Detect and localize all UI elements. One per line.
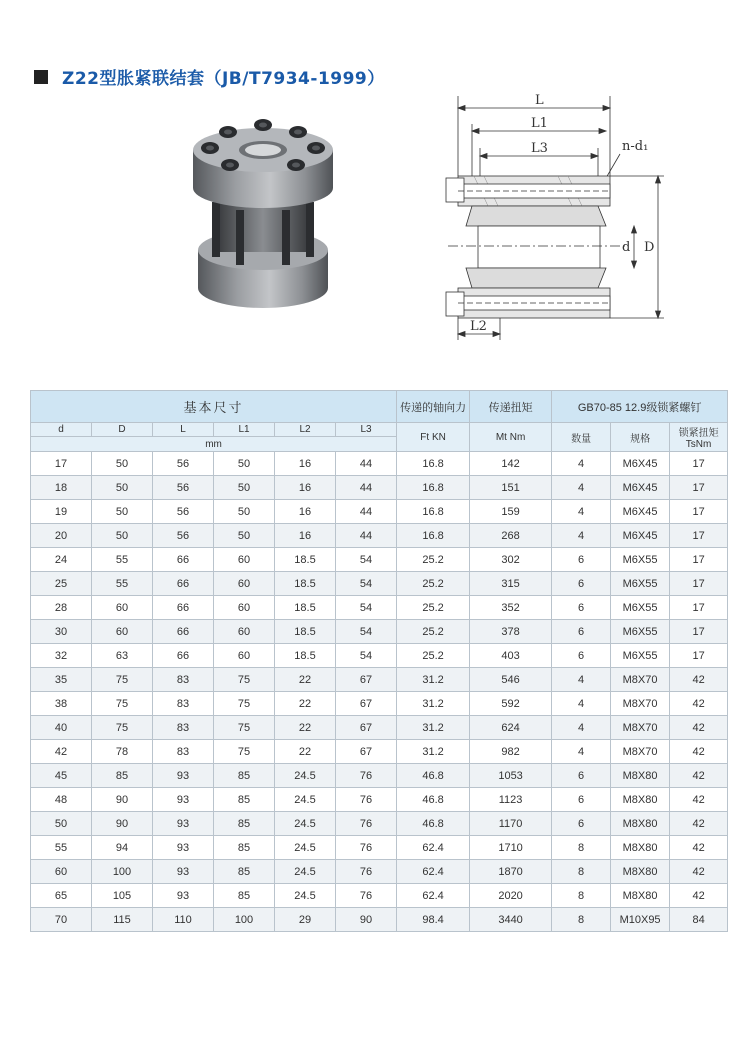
cell-spec: M8X70 <box>611 716 670 740</box>
cell-L2: 24.5 <box>275 764 336 788</box>
cell-L2: 18.5 <box>275 572 336 596</box>
cell-L1: 60 <box>214 596 275 620</box>
cell-L2: 18.5 <box>275 548 336 572</box>
cell-torque: 315 <box>470 572 552 596</box>
cell-L1: 85 <box>214 860 275 884</box>
cell-D: 50 <box>92 452 153 476</box>
cell-L2: 24.5 <box>275 836 336 860</box>
cell-tighten: 17 <box>670 572 728 596</box>
cell-L2: 22 <box>275 668 336 692</box>
table-row <box>31 860 728 884</box>
cell-d: 65 <box>31 884 92 908</box>
cell-torque: 378 <box>470 620 552 644</box>
cell-L2: 22 <box>275 716 336 740</box>
cell-D: 75 <box>92 692 153 716</box>
cell-D: 63 <box>92 644 153 668</box>
cell-qty: 4 <box>552 740 611 764</box>
cell-spec: M8X70 <box>611 740 670 764</box>
cell-L: 93 <box>153 884 214 908</box>
cell-D: 75 <box>92 668 153 692</box>
cell-tighten: 42 <box>670 788 728 812</box>
cell-axial: 16.8 <box>397 476 470 500</box>
cell-qty: 8 <box>552 836 611 860</box>
col-tighten-unit: TsNm <box>685 439 712 450</box>
cell-D: 90 <box>92 812 153 836</box>
cell-spec: M8X80 <box>611 788 670 812</box>
cell-spec: M6X45 <box>611 476 670 500</box>
cell-L1: 50 <box>214 476 275 500</box>
cell-L3: 90 <box>336 908 397 932</box>
cell-d: 35 <box>31 668 92 692</box>
cell-L3: 76 <box>336 860 397 884</box>
cell-qty: 6 <box>552 596 611 620</box>
cell-L: 56 <box>153 524 214 548</box>
cell-d: 55 <box>31 836 92 860</box>
cell-L3: 44 <box>336 452 397 476</box>
cell-torque: 159 <box>470 500 552 524</box>
cell-D: 60 <box>92 620 153 644</box>
cell-torque: 1053 <box>470 764 552 788</box>
dim-label-L3: L3 <box>531 141 548 156</box>
dim-label-L1: L1 <box>531 116 548 131</box>
cell-spec: M6X45 <box>611 524 670 548</box>
cell-axial: 31.2 <box>397 668 470 692</box>
cell-qty: 4 <box>552 524 611 548</box>
cell-D: 115 <box>92 908 153 932</box>
col-L2: L2 <box>275 423 336 437</box>
cell-L1: 85 <box>214 788 275 812</box>
cell-torque: 982 <box>470 740 552 764</box>
cell-spec: M10X95 <box>611 908 670 932</box>
cell-axial: 46.8 <box>397 812 470 836</box>
cell-torque: 592 <box>470 692 552 716</box>
cell-D: 85 <box>92 764 153 788</box>
cell-spec: M8X80 <box>611 860 670 884</box>
cell-D: 55 <box>92 548 153 572</box>
header-torque: 传递扭矩 <box>470 391 552 423</box>
cell-torque: 1710 <box>470 836 552 860</box>
cell-L1: 75 <box>214 692 275 716</box>
dim-label-L2: L2 <box>470 319 487 334</box>
table-row <box>31 476 728 500</box>
cell-d: 42 <box>31 740 92 764</box>
cell-L3: 76 <box>336 812 397 836</box>
cell-D: 105 <box>92 884 153 908</box>
cell-D: 78 <box>92 740 153 764</box>
col-qty: 数量 <box>552 423 611 452</box>
cell-L2: 22 <box>275 692 336 716</box>
cell-tighten: 42 <box>670 764 728 788</box>
cell-L2: 16 <box>275 452 336 476</box>
table-row <box>31 620 728 644</box>
cell-L3: 54 <box>336 644 397 668</box>
cell-L1: 85 <box>214 884 275 908</box>
cell-d: 70 <box>31 908 92 932</box>
table-row <box>31 836 728 860</box>
cell-L3: 67 <box>336 692 397 716</box>
cell-qty: 8 <box>552 908 611 932</box>
cell-spec: M8X80 <box>611 836 670 860</box>
cell-L: 66 <box>153 548 214 572</box>
cell-L2: 24.5 <box>275 860 336 884</box>
cell-tighten: 17 <box>670 452 728 476</box>
cell-axial: 98.4 <box>397 908 470 932</box>
cell-tighten: 84 <box>670 908 728 932</box>
cell-torque: 403 <box>470 644 552 668</box>
cell-axial: 25.2 <box>397 644 470 668</box>
cell-spec: M8X70 <box>611 692 670 716</box>
cell-spec: M8X80 <box>611 764 670 788</box>
cell-L3: 54 <box>336 596 397 620</box>
product-photo <box>188 110 338 315</box>
cell-tighten: 42 <box>670 740 728 764</box>
unit-torque: Mt Nm <box>470 423 552 452</box>
cell-axial: 25.2 <box>397 620 470 644</box>
cell-torque: 546 <box>470 668 552 692</box>
table-row <box>31 788 728 812</box>
cell-L2: 16 <box>275 476 336 500</box>
cell-spec: M6X55 <box>611 596 670 620</box>
unit-mm: mm <box>31 437 397 452</box>
cell-L: 83 <box>153 740 214 764</box>
cell-torque: 3440 <box>470 908 552 932</box>
cell-qty: 8 <box>552 884 611 908</box>
cell-L: 83 <box>153 668 214 692</box>
cell-tighten: 42 <box>670 860 728 884</box>
cell-axial: 62.4 <box>397 884 470 908</box>
cell-tighten: 17 <box>670 548 728 572</box>
cell-L1: 85 <box>214 812 275 836</box>
cell-tighten: 42 <box>670 668 728 692</box>
title-square-icon <box>34 70 48 84</box>
cell-L3: 54 <box>336 572 397 596</box>
cell-L3: 67 <box>336 716 397 740</box>
cell-qty: 4 <box>552 476 611 500</box>
cell-L1: 75 <box>214 668 275 692</box>
cell-axial: 46.8 <box>397 764 470 788</box>
technical-drawing <box>438 86 670 344</box>
cell-L1: 50 <box>214 452 275 476</box>
header-screw: GB70-85 12.9级锁紧螺钉 <box>552 391 728 423</box>
dim-label-n-d1: n-d₁ <box>622 139 649 154</box>
table-row <box>31 692 728 716</box>
cell-axial: 31.2 <box>397 692 470 716</box>
cell-torque: 302 <box>470 548 552 572</box>
col-L3: L3 <box>336 423 397 437</box>
cell-L1: 60 <box>214 644 275 668</box>
cell-L3: 67 <box>336 668 397 692</box>
cell-torque: 1170 <box>470 812 552 836</box>
table-row <box>31 500 728 524</box>
cell-d: 38 <box>31 692 92 716</box>
cell-tighten: 17 <box>670 524 728 548</box>
cell-D: 55 <box>92 572 153 596</box>
cell-d: 45 <box>31 764 92 788</box>
cell-tighten: 17 <box>670 500 728 524</box>
cell-D: 100 <box>92 860 153 884</box>
cell-L1: 50 <box>214 500 275 524</box>
cell-d: 25 <box>31 572 92 596</box>
cell-tighten: 17 <box>670 620 728 644</box>
table-row <box>31 644 728 668</box>
cell-L2: 18.5 <box>275 644 336 668</box>
cell-L: 83 <box>153 692 214 716</box>
cell-qty: 4 <box>552 452 611 476</box>
col-D: D <box>92 423 153 437</box>
table-row <box>31 812 728 836</box>
cell-L1: 75 <box>214 716 275 740</box>
cell-qty: 8 <box>552 860 611 884</box>
cell-qty: 6 <box>552 812 611 836</box>
cell-L: 56 <box>153 500 214 524</box>
cell-d: 18 <box>31 476 92 500</box>
cell-L: 56 <box>153 452 214 476</box>
cell-axial: 31.2 <box>397 716 470 740</box>
cell-qty: 6 <box>552 764 611 788</box>
header-axial-force: 传递的轴向力 <box>397 391 470 423</box>
cell-L2: 22 <box>275 740 336 764</box>
cell-qty: 6 <box>552 644 611 668</box>
table-row <box>31 740 728 764</box>
table-row <box>31 908 728 932</box>
table-row <box>31 548 728 572</box>
cell-torque: 352 <box>470 596 552 620</box>
cell-L1: 85 <box>214 836 275 860</box>
col-tighten-label: 锁紧扭矩 <box>678 428 719 439</box>
cell-axial: 25.2 <box>397 572 470 596</box>
cell-L2: 24.5 <box>275 812 336 836</box>
dim-label-L: L <box>535 93 544 108</box>
table-row <box>31 596 728 620</box>
cell-axial: 25.2 <box>397 596 470 620</box>
cell-D: 50 <box>92 476 153 500</box>
table-row <box>31 668 728 692</box>
cell-L3: 76 <box>336 788 397 812</box>
cell-L2: 16 <box>275 500 336 524</box>
cell-qty: 6 <box>552 620 611 644</box>
cell-spec: M6X45 <box>611 452 670 476</box>
cell-D: 90 <box>92 788 153 812</box>
cell-L1: 60 <box>214 548 275 572</box>
cell-L: 93 <box>153 836 214 860</box>
cell-axial: 62.4 <box>397 860 470 884</box>
cell-d: 30 <box>31 620 92 644</box>
cell-tighten: 17 <box>670 644 728 668</box>
cell-L3: 44 <box>336 524 397 548</box>
cell-tighten: 42 <box>670 692 728 716</box>
cell-L: 93 <box>153 860 214 884</box>
dim-label-D: D <box>644 240 655 255</box>
page-title: Z22型胀紧联结套（JB/T7934-1999） <box>62 69 385 89</box>
col-tighten <box>670 423 728 452</box>
cell-L: 66 <box>153 596 214 620</box>
cell-D: 94 <box>92 836 153 860</box>
cell-L: 66 <box>153 620 214 644</box>
cell-L: 93 <box>153 788 214 812</box>
col-L1: L1 <box>214 423 275 437</box>
cell-spec: M6X55 <box>611 548 670 572</box>
cell-L: 83 <box>153 716 214 740</box>
cell-qty: 4 <box>552 716 611 740</box>
cell-L1: 75 <box>214 740 275 764</box>
cell-L3: 76 <box>336 836 397 860</box>
unit-axial: Ft KN <box>397 423 470 452</box>
cell-axial: 31.2 <box>397 740 470 764</box>
cell-axial: 25.2 <box>397 548 470 572</box>
cell-L3: 54 <box>336 548 397 572</box>
table-row <box>31 764 728 788</box>
cell-D: 60 <box>92 596 153 620</box>
cell-L: 66 <box>153 644 214 668</box>
cell-d: 24 <box>31 548 92 572</box>
cell-torque: 2020 <box>470 884 552 908</box>
cell-spec: M6X45 <box>611 500 670 524</box>
cell-L1: 50 <box>214 524 275 548</box>
cell-d: 40 <box>31 716 92 740</box>
cell-qty: 6 <box>552 548 611 572</box>
cell-d: 32 <box>31 644 92 668</box>
header-basic-dims: 基本尺寸 <box>31 391 397 423</box>
cell-L3: 76 <box>336 884 397 908</box>
cell-axial: 16.8 <box>397 500 470 524</box>
cell-axial: 16.8 <box>397 452 470 476</box>
cell-spec: M8X70 <box>611 668 670 692</box>
table-row <box>31 452 728 476</box>
cell-L2: 29 <box>275 908 336 932</box>
dim-label-d: d <box>622 240 631 255</box>
table-row <box>31 884 728 908</box>
cell-L: 110 <box>153 908 214 932</box>
cell-spec: M6X55 <box>611 572 670 596</box>
col-d: d <box>31 423 92 437</box>
cell-torque: 142 <box>470 452 552 476</box>
cell-d: 20 <box>31 524 92 548</box>
cell-tighten: 42 <box>670 812 728 836</box>
cell-torque: 151 <box>470 476 552 500</box>
cell-spec: M6X55 <box>611 644 670 668</box>
cell-L1: 100 <box>214 908 275 932</box>
cell-d: 60 <box>31 860 92 884</box>
cell-spec: M8X80 <box>611 884 670 908</box>
cell-torque: 624 <box>470 716 552 740</box>
cell-tighten: 42 <box>670 716 728 740</box>
cell-L: 56 <box>153 476 214 500</box>
title-bar <box>34 64 385 89</box>
cell-D: 50 <box>92 524 153 548</box>
col-L: L <box>153 423 214 437</box>
spec-table <box>30 390 728 932</box>
cell-d: 19 <box>31 500 92 524</box>
cell-qty: 6 <box>552 572 611 596</box>
cell-L2: 24.5 <box>275 884 336 908</box>
cell-L3: 54 <box>336 620 397 644</box>
cell-L3: 44 <box>336 476 397 500</box>
cell-torque: 1870 <box>470 860 552 884</box>
col-spec: 规格 <box>611 423 670 452</box>
cell-d: 28 <box>31 596 92 620</box>
cell-L2: 24.5 <box>275 788 336 812</box>
cell-L2: 18.5 <box>275 596 336 620</box>
table-row <box>31 524 728 548</box>
cell-L: 93 <box>153 764 214 788</box>
cell-qty: 4 <box>552 500 611 524</box>
cell-d: 50 <box>31 812 92 836</box>
cell-L: 66 <box>153 572 214 596</box>
cell-spec: M6X55 <box>611 620 670 644</box>
cell-L1: 60 <box>214 620 275 644</box>
cell-L2: 16 <box>275 524 336 548</box>
cell-d: 48 <box>31 788 92 812</box>
cell-axial: 16.8 <box>397 524 470 548</box>
cell-L3: 76 <box>336 764 397 788</box>
cell-torque: 1123 <box>470 788 552 812</box>
cell-L3: 44 <box>336 500 397 524</box>
cell-tighten: 17 <box>670 476 728 500</box>
cell-D: 50 <box>92 500 153 524</box>
cell-L: 93 <box>153 812 214 836</box>
cell-L1: 85 <box>214 764 275 788</box>
cell-qty: 4 <box>552 668 611 692</box>
table-row <box>31 572 728 596</box>
cell-axial: 46.8 <box>397 788 470 812</box>
cell-L3: 67 <box>336 740 397 764</box>
cell-qty: 4 <box>552 692 611 716</box>
cell-d: 17 <box>31 452 92 476</box>
cell-qty: 6 <box>552 788 611 812</box>
cell-axial: 62.4 <box>397 836 470 860</box>
table-row <box>31 716 728 740</box>
cell-L2: 18.5 <box>275 620 336 644</box>
cell-torque: 268 <box>470 524 552 548</box>
cell-tighten: 42 <box>670 836 728 860</box>
cell-D: 75 <box>92 716 153 740</box>
cell-tighten: 42 <box>670 884 728 908</box>
cell-L1: 60 <box>214 572 275 596</box>
cell-spec: M8X80 <box>611 812 670 836</box>
cell-tighten: 17 <box>670 596 728 620</box>
